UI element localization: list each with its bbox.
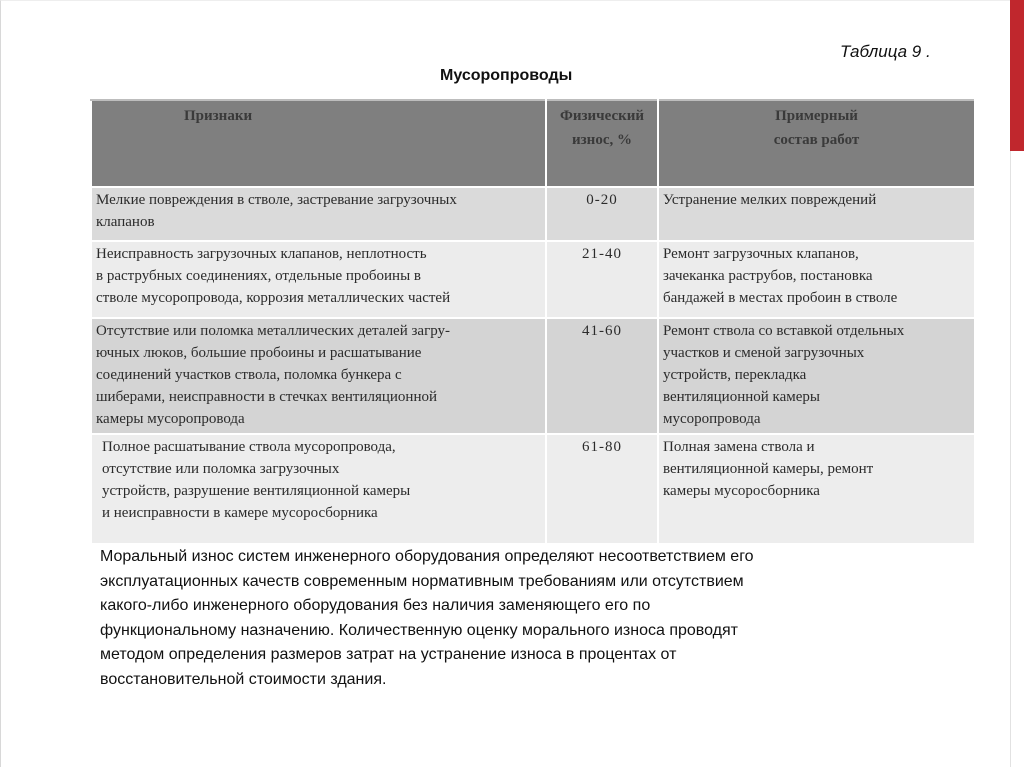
cell-line: вентиляционной камеры, ремонт bbox=[663, 461, 874, 477]
header-works: Примерный состав работ bbox=[658, 100, 975, 187]
body-paragraph bbox=[100, 545, 930, 692]
wear-cell: 0-20 bbox=[546, 187, 658, 241]
cell-line: участков и сменой загрузочных bbox=[663, 345, 865, 361]
accent-bar bbox=[1010, 0, 1024, 151]
table-row bbox=[91, 434, 975, 544]
cell-line: Ремонт ствола со вставкой отдельных bbox=[663, 323, 905, 339]
table-row bbox=[91, 241, 975, 318]
signs-cell bbox=[91, 434, 546, 544]
paragraph-line: Моральный износ систем инженерного оборудования определяют несоответствием его bbox=[100, 548, 754, 565]
paragraph-line: восстановительной стоимости здания. bbox=[100, 670, 387, 688]
paragraph-line: методом определения размеров затрат на устранение износа в процентах от bbox=[100, 646, 677, 663]
cell-line: Неисправность загрузочных клапанов, неплотность bbox=[96, 246, 427, 262]
cell-line: Отсутствие или поломка металлических деталей загру- bbox=[96, 323, 451, 339]
cell-line: в раструбных соединениях, отдельные пробоины в bbox=[96, 268, 421, 284]
cell-line: стволе мусоропровода, коррозия металлических частей bbox=[96, 290, 451, 306]
side-bar bbox=[1010, 151, 1024, 767]
cell-line: соединений участков ствола, поломка бункера с bbox=[96, 367, 402, 383]
wear-cell: 21-40 bbox=[546, 241, 658, 318]
cell-line: Устранение мелких повреждений bbox=[663, 192, 877, 208]
cell-line: и неисправности в камере мусоросборника bbox=[102, 505, 378, 521]
cell-line: шиберами, неисправности в стечках вентиляционной bbox=[96, 389, 438, 405]
works-cell bbox=[658, 187, 975, 241]
wear-cell: 61-80 bbox=[546, 434, 658, 544]
works-cell bbox=[658, 318, 975, 434]
wear-cell: 41-60 bbox=[546, 318, 658, 434]
cell-line: зачеканка раструбов, постановка bbox=[663, 268, 873, 284]
cell-line: камеры мусоропровода bbox=[96, 411, 245, 427]
table-row bbox=[91, 187, 975, 241]
cell-line: Ремонт загрузочных клапанов, bbox=[663, 246, 859, 262]
cell-line: вентиляционной камеры bbox=[663, 389, 820, 405]
cell-line: отсутствие или поломка загрузочных bbox=[102, 461, 340, 477]
header-signs: Признаки bbox=[91, 100, 546, 187]
page-title: Мусоропроводы bbox=[440, 67, 573, 84]
cell-line: клапанов bbox=[96, 214, 155, 230]
signs-cell bbox=[91, 241, 546, 318]
table-header-row bbox=[91, 100, 975, 187]
cell-line: камеры мусоросборника bbox=[663, 483, 820, 499]
cell-line: устройств, перекладка bbox=[663, 367, 807, 383]
table-number: Таблица 9 . bbox=[840, 42, 931, 61]
signs-cell bbox=[91, 187, 546, 241]
signs-cell bbox=[91, 318, 546, 434]
paragraph-line: функциональному назначению. Количественную оценку морального износа проводят bbox=[100, 621, 738, 639]
cell-line: устройств, разрушение вентиляционной камеры bbox=[102, 483, 411, 499]
cell-line: Полное расшатывание ствола мусоропровода, bbox=[102, 439, 396, 455]
cell-line: ючных люков, большие пробоины и расшатывание bbox=[96, 345, 422, 361]
works-cell bbox=[658, 434, 975, 544]
cell-line: Полная замена ствола и bbox=[663, 439, 815, 455]
table-row bbox=[91, 318, 975, 434]
wear-table bbox=[90, 99, 976, 545]
header-wear: Физический износ, % bbox=[546, 100, 658, 187]
cell-line: Мелкие повреждения в стволе, застревание загрузочных bbox=[96, 192, 457, 208]
works-cell bbox=[658, 241, 975, 318]
paragraph-line: какого-либо инженерного оборудования без наличия заменяющего его по bbox=[100, 597, 651, 614]
cell-line: бандажей в местах пробоин в стволе bbox=[663, 290, 898, 306]
cell-line: мусоропровода bbox=[663, 411, 761, 427]
paragraph-line: эксплуатационных качеств современным нормативным требованиям или отсутствием bbox=[100, 572, 744, 590]
